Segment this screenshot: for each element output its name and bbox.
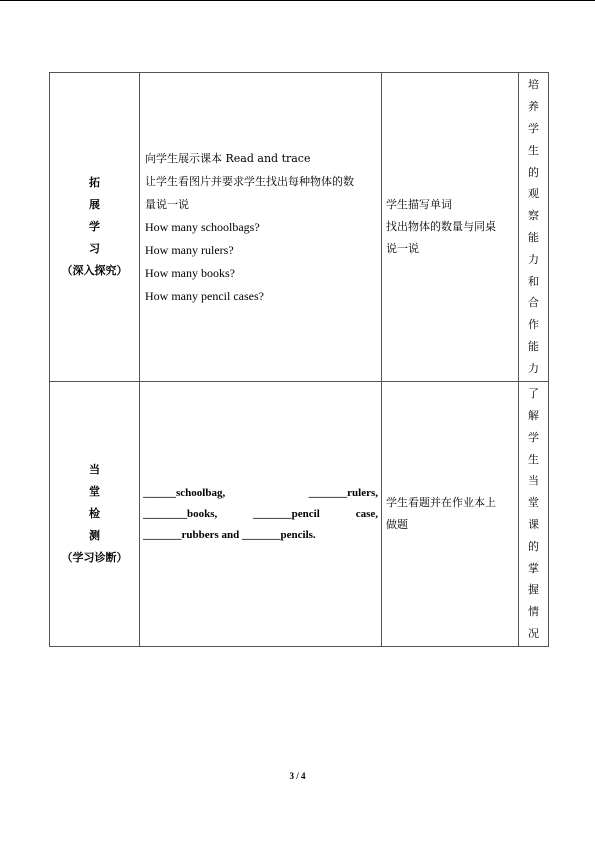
purpose-char: 解 — [528, 409, 539, 423]
purpose-char: 合 — [528, 296, 539, 310]
quiz-line — [143, 504, 378, 525]
activity-cell — [382, 73, 519, 382]
quiz-blank-text: _______rubbers and _______pencils. — [143, 528, 316, 541]
quiz-blank-text: ______schoolbag, — [143, 486, 226, 499]
purpose-cell — [519, 73, 549, 382]
activity-cell — [382, 382, 519, 647]
purpose-char: 能 — [528, 339, 539, 353]
purpose-char: 养 — [528, 100, 539, 114]
stage-char: 习 — [89, 242, 100, 255]
purpose-cell — [519, 382, 549, 647]
stage-char: 检 — [89, 507, 100, 520]
content-line: How many books? — [145, 265, 235, 280]
purpose-char: 力 — [528, 252, 539, 266]
purpose-char: 力 — [528, 361, 539, 375]
purpose-char: 生 — [528, 452, 539, 466]
content-line: How many rulers? — [145, 242, 234, 257]
stage-char: 展 — [89, 198, 100, 211]
quiz-line — [143, 525, 378, 546]
quiz-blank-text: _______pencil — [253, 507, 320, 520]
content-cell — [140, 73, 382, 382]
stage-cell — [50, 382, 140, 647]
purpose-char: 的 — [528, 165, 539, 179]
purpose-char: 学 — [528, 122, 539, 136]
purpose-char: 察 — [528, 209, 539, 223]
purpose-char: 况 — [528, 626, 539, 640]
stage-char: 堂 — [89, 485, 100, 498]
purpose-char: 情 — [528, 605, 539, 619]
table-row-extension — [50, 73, 549, 382]
quiz-blank-text: case, — [355, 507, 378, 520]
content-line: 让学生看图片并要求学生找出每种物体的数 — [145, 174, 354, 188]
stage-char: 学 — [89, 220, 100, 233]
activity-line: 做题 — [386, 518, 408, 531]
content-line: How many schoolbags? — [145, 219, 260, 234]
quiz-cell — [140, 382, 382, 647]
purpose-char: 堂 — [528, 496, 539, 510]
purpose-char: 了 — [528, 387, 539, 401]
stage-char: 测 — [89, 529, 100, 542]
top-rule — [0, 0, 595, 1]
activity-line: 学生描写单词 — [386, 198, 452, 211]
page-number: 3 / 4 — [289, 771, 306, 781]
purpose-char: 掌 — [528, 561, 539, 575]
quiz-blank-text: ________books, — [143, 507, 218, 520]
quiz-blank-text: _______rulers, — [308, 486, 378, 499]
purpose-char: 观 — [528, 187, 539, 201]
quiz-line — [143, 483, 378, 504]
activity-line: 学生看题并在作业本上 — [386, 496, 496, 509]
table-row-check — [50, 382, 549, 647]
purpose-char: 握 — [528, 583, 539, 597]
purpose-char: 生 — [528, 143, 539, 157]
purpose-char: 课 — [528, 518, 539, 531]
stage-subtitle: （学习诊断） — [61, 551, 128, 564]
purpose-char: 当 — [528, 474, 539, 488]
stage-char: 拓 — [89, 176, 100, 189]
stage-cell — [50, 73, 140, 382]
activity-line: 找出物体的数量与同桌 — [386, 220, 496, 233]
content-line: 向学生展示课本 Read and trace — [145, 151, 311, 165]
purpose-char: 能 — [528, 231, 539, 244]
stage-char: 当 — [89, 463, 100, 476]
purpose-char: 和 — [528, 274, 539, 288]
purpose-char: 的 — [528, 539, 539, 553]
stage-subtitle: （深入探究） — [61, 264, 128, 277]
purpose-char: 培 — [528, 78, 539, 92]
lesson-table — [49, 72, 549, 647]
purpose-char: 学 — [528, 430, 539, 444]
content-line: How many pencil cases? — [145, 288, 264, 303]
content-line: 量说一说 — [145, 197, 189, 211]
purpose-char: 作 — [528, 318, 539, 332]
activity-line: 说一说 — [386, 242, 419, 255]
